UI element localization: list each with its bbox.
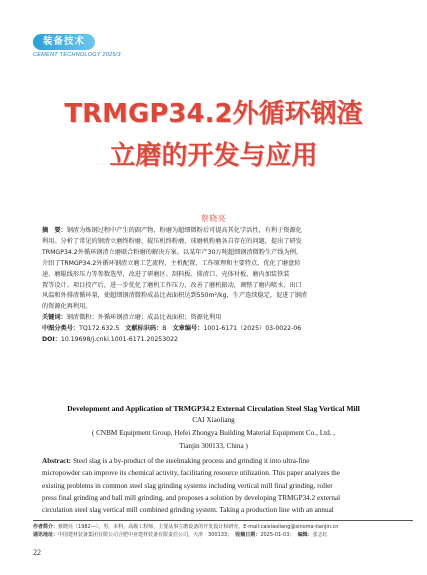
keywords-label: 关键词： [42,314,67,322]
doi: 10.19698/j.cnki.1001-6171.20253022 [60,336,178,344]
keywords-line [42,313,410,324]
footnote-contact [33,531,328,538]
abstract-label: 摘 要： [42,227,67,234]
received-date: 2025-01-03； [260,532,295,538]
english-abstract-line [42,455,340,467]
abstract-cn-line: 风温和外排渣循环量，使超细钢渣微粉成品比表面积达到550m²/kg，生产连续稳定，促进了钢渣 [42,292,308,300]
journal-line: CEMENT TECHNOLOGY 2025/3 [33,52,121,58]
article-title-line-2: 立磨的开发与应用 [109,141,318,171]
doi-line [42,335,410,346]
abstract-cn-line: 的资源化再利用。 [42,303,92,311]
classification-label: 中图分类号： [42,325,80,333]
editor-label: 编辑： [297,532,313,538]
english-abstract-line: press final grinding and ball mill grinding, and proposes a solution by developing TRMGP34.2 external [42,493,341,502]
section-badge: 装备技术 [33,34,95,50]
author-cn: 蔡晓亮 [200,214,227,223]
footnote-author [33,523,338,530]
classification-line [42,324,410,335]
article-no: 1001-6171（2025）03-0022-06 [203,325,302,333]
english-abstract-line: existing problems in common steel slag grinding systems including vertical mill final grinding, roller [42,481,333,490]
abstract-cn-line: 利用。分析了常见的钢渣立磨终粉磨、辊压机终粉磨、球磨机粉磨各自存在的问题，提出了研发 [42,237,302,245]
footnote-contact-label: 通讯地址： [33,532,59,538]
footnote-divider [33,520,413,521]
classification: TQ172.632.5 [79,325,120,333]
abstract-cn-line: TRMGP34.2外循环钢渣立磨联合粉磨的解决方案。以某年产30万吨超细钢渣微粉生产线为例， [42,248,303,256]
english-author: CAI Xiaoliang [192,416,235,424]
footnote-author-text: 蔡晓亮（1982—），男，本科，高级工程师，主要从事立磨设备的开发设计和研究。E-mail:caixiaoliang@sinoma-tianjin.cn [58,524,339,530]
english-affiliation-line-1: ( CNBM Equipment Group, Hefei Zhongya Building Material Equipment Co., Ltd. , [91,429,336,437]
english-abstract [42,455,340,516]
article-title-line-1: TRMGP34.2外循环钢渣 [64,99,363,129]
keywords: 钢渣微粉；外循环钢渣立磨；成品比表面积；资源化利用 [66,314,222,322]
english-abstract-text: Steel slag is a by-product of the steelmaking process and grinding it into ultra-fine [71,457,310,465]
english-abstract-line: micropowder can improve its chemical activity, facilitating resource utilization. This paper analyzes the [42,469,340,478]
abstract-cn-line [42,226,410,237]
abstract-cn-line: 置等设计。项目投产后，进一步优化了磨机工作压力，改善了磨机振动，调整了磨内喷水、出口 [42,281,302,289]
english-abstract-line: circulation steel slag vertical mill combined grinding system. Taking a production line with an annual [42,506,334,515]
received-label: 收稿日期： [235,532,261,538]
article-no-label: 文章编号： [172,325,204,333]
abstract-cn [42,226,410,346]
footnote-author-label: 作者简介： [33,524,59,530]
english-affiliation-line-2: Tianjin 300133, China ) [179,442,248,450]
abstract-cn-line: 介绍了TRMGP34.2外循环钢渣立磨工艺流程、主机配置、工作原理和主要特点，优化了磨盘转 [42,259,301,267]
abstract-text: 钢渣为炼钢过程中产生的副产物，粉磨为超细微粉后可提高其化学活性，有利于资源化 [66,227,302,234]
doi-label: DOI： [42,336,61,344]
doc-code: B [162,325,167,333]
page-number: 22 [33,548,41,557]
doc-code-label: 文献标识码： [125,325,163,333]
footnote-contact-text: 中国建材装备集团有限公司合肥中亚建材装备有限责任公司，天津 300133； [58,532,233,538]
english-title: Development and Application of TRMGP34.2 External Circulation Steel Slag Vertical Mill [67,404,360,413]
editor-name: 张志红 [312,532,328,538]
abstract-cn-line: 速、磨辊线形压力等参数选型，改进了研磨区、刮料板、排渣口、壳体衬板、磨内加装铁装 [42,270,290,278]
english-abstract-label: Abstract: [42,457,72,465]
